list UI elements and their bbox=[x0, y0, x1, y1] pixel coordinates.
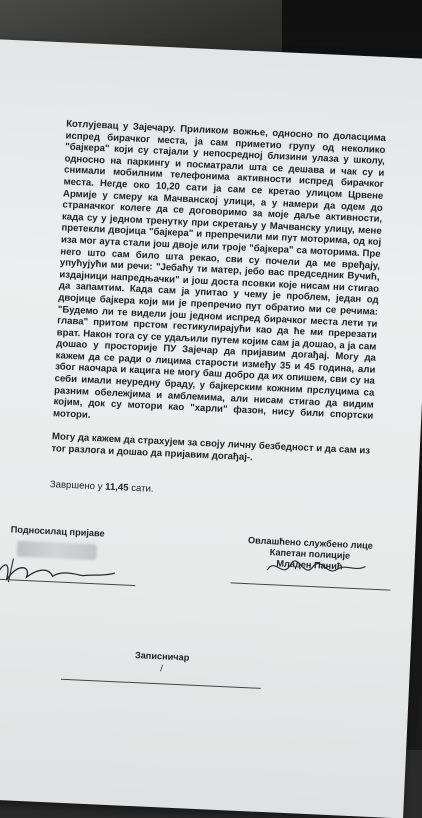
completion-time-suffix: сати. bbox=[128, 483, 154, 496]
signature-section bbox=[10, 524, 374, 674]
officer-title: Овлашћено службено лице bbox=[247, 535, 374, 552]
applicant-label: Подносилац пријаве bbox=[10, 524, 105, 540]
statement-emphasis: Могу да кажем да страхујем за своју личну безбедност и да сам из тог разлога и дошао да пријавим догађај-. bbox=[51, 431, 371, 464]
statement-body bbox=[53, 118, 386, 434]
clerk-mark: / bbox=[160, 663, 164, 674]
document-content bbox=[10, 118, 387, 674]
clerk-block bbox=[81, 648, 242, 677]
officer-rank: Капетан полиције bbox=[269, 547, 351, 562]
completion-time-value: 11,45 bbox=[104, 482, 129, 495]
clerk-signature-line bbox=[61, 679, 261, 689]
officer-signature bbox=[261, 550, 372, 589]
clerk-label: Записничар bbox=[134, 650, 190, 664]
completion-time bbox=[50, 480, 370, 506]
document-page bbox=[0, 38, 422, 818]
completion-time-prefix: Завршено у bbox=[49, 479, 106, 494]
applicant-signature bbox=[0, 552, 122, 592]
statement-paragraph: Котлујевац у Зајечару. Приликом вожње, односно по доласцима испред бирачког места, ја сам приметио групу од неколико "бајкера" који су стајали у непосредној близини улаза у школу, односно на паркингу и посматрали шта се дешава и чак су и снимали мобилним телефонима активности испред бирачког места. Негде око 10,20 сати ја сам се кретао улицом Црвене Армије у смеру ка Мачванској улици, а у намери да одем до страначког колеге да се договоримо за моје даље активности, када су у једном тренутку при скретању у Мачванску улицу, мене претекли двојица "бајкера" и препречили ми пут моторима, од кој иза мог аута стали још двоје или троје "бајкера" са моторима. Пре него што сам било шта рекао, сви су почели да ме вређају, упућујући ми речи: "Јебаћу ти матер, јебо вас председник Вучић, издајници напредњачки" и још доста псовки које нисам ни стигао да запамтим. Када сам ја упитао у чему је проблем, један од двојице бајкера који ми је препречио пут обратио ми се речима: "Будемо ли те видели још једном испред бирачког места лети ти глава" притом прстом гестикулирајући као да ће ми пререзати врат. Након тога су се удаљили путем којим сам ја дошао, а ја сам дошао у просторије ПУ Зајечар да пријавим догађај. Могу да кажем да се ради о лицима старости између 35 и 45 година, али због наочара и кацига не могу баш добро да их опишем, сви су на себи имали неуредну браду, у бајкерским кожним прслуцима са разним обележјима и амблемима, али нисам стигао да видим којим, док су мотори као "харли" фазон, нису били спортски мотори. bbox=[52, 118, 387, 422]
officer-name: Младен Панић bbox=[276, 558, 343, 572]
